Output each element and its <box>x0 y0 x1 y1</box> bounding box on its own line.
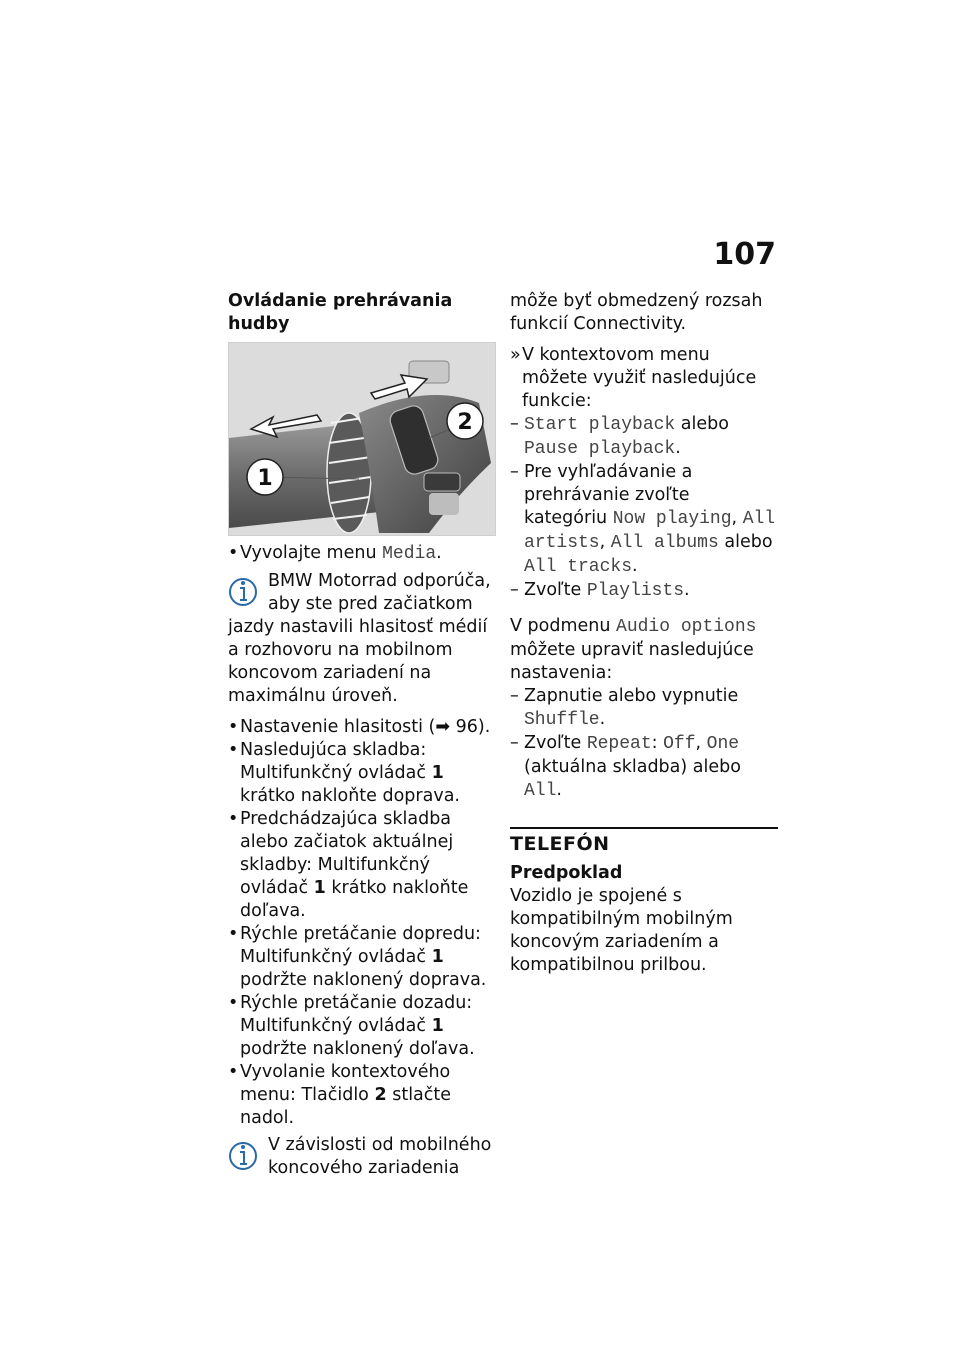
option-code: Repeat <box>586 734 652 754</box>
info-icon <box>228 1136 258 1172</box>
list-item <box>228 992 496 1061</box>
text: krátko nakloňte doprava. <box>240 786 460 806</box>
text: Rýchle pretáčanie dopredu: Multifunkčný ovládač <box>240 924 481 967</box>
info-note <box>228 570 496 708</box>
callout-ref: 1 <box>431 763 444 783</box>
list-item <box>228 1061 496 1130</box>
callout-2: 2 <box>457 410 473 435</box>
option-code: All tracks <box>524 557 633 577</box>
text: Zvoľte <box>524 580 587 600</box>
paragraph: môže byť obmedzený rozsah funkcií Connectivity. <box>510 291 763 334</box>
text: môžete upraviť nasledujúce nastavenia: <box>510 640 754 683</box>
text: , <box>599 532 611 552</box>
callout-ref: 1 <box>313 878 326 898</box>
text: . <box>675 438 681 458</box>
page-number: 107 <box>713 237 776 272</box>
text: Nastavenie hlasitosti ( <box>240 717 436 737</box>
text: . <box>632 556 638 576</box>
list-item <box>228 923 496 992</box>
note-line: koncového zariadenia <box>268 1158 460 1178</box>
list-item <box>228 542 496 566</box>
option-code: All albums <box>610 533 719 553</box>
info-note <box>228 1134 496 1180</box>
callout-ref: 1 <box>431 1016 444 1036</box>
list-item <box>228 716 496 739</box>
section-divider <box>510 827 778 829</box>
option-item <box>510 685 778 732</box>
text: Pre vyhľadávanie a prehrávanie zvoľte kategóriu <box>524 462 693 528</box>
text: alebo <box>718 532 773 552</box>
text: Rýchle pretáčanie dozadu: Multifunkčný ovládač <box>240 993 473 1036</box>
option-code: All <box>524 781 557 801</box>
page-ref[interactable]: 96). <box>450 717 491 737</box>
page-ref-arrow-icon: ➡ <box>435 717 451 737</box>
note-line: aby ste pred začiatkom <box>268 594 473 614</box>
submenu-name: Audio options <box>616 617 757 637</box>
handlebar-drawing <box>229 343 495 535</box>
text: Vyvolanie kontextového menu: Tlačidlo <box>240 1062 451 1105</box>
text: , <box>695 733 707 753</box>
option-code: Shuffle <box>524 710 600 730</box>
option-code: Pause playback <box>524 439 676 459</box>
option-item <box>510 413 778 461</box>
option-code: Off <box>663 734 696 754</box>
list-item <box>228 739 496 808</box>
instruction-step: » V kontextovom menu môžete využiť nasledujúce funkcie: <box>510 344 778 413</box>
option-item <box>510 461 778 579</box>
text: Predchádzajúca skladba alebo začiatok aktuálnej skladby: Multifunkčný ovládač <box>240 809 454 898</box>
paragraph <box>510 615 778 685</box>
note-text: jazdy nastavili hlasitosť médií a rozhovoru na mobilnom koncovom zariadení na maximálnu úroveň. <box>228 617 488 706</box>
text: Zapnutie alebo vypnutie <box>524 686 739 706</box>
callout-ref: 2 <box>374 1085 387 1105</box>
callout-ref: 1 <box>431 947 444 967</box>
text: : <box>651 733 664 753</box>
text: V podmenu <box>510 616 617 636</box>
text: . <box>684 580 690 600</box>
info-icon <box>228 572 258 608</box>
menu-name: Media <box>382 544 437 564</box>
subheading: Predpoklad <box>510 863 623 883</box>
option-code: Playlists <box>586 581 685 601</box>
note-line: V závislosti od mobilného <box>268 1135 492 1155</box>
text: . <box>599 709 606 729</box>
section-heading: Ovládanie prehrávania hudby <box>228 291 453 334</box>
text: . <box>556 780 562 800</box>
text: Vyvolajte menu <box>240 543 383 563</box>
text: krátko nakloňte doľava. <box>240 878 469 921</box>
option-code: One <box>706 734 740 754</box>
text: alebo <box>675 414 729 434</box>
callout-1: 1 <box>257 466 273 491</box>
option-code: All artists <box>524 509 776 553</box>
text: . <box>436 543 442 563</box>
text: stlačte nadol. <box>240 1085 452 1128</box>
list-item <box>228 808 496 923</box>
text: , <box>731 508 743 528</box>
handlebar-illustration <box>228 342 496 536</box>
section-title: TELEFÓN <box>510 833 610 855</box>
note-line: BMW Motorrad odporúča, <box>268 571 491 591</box>
option-code: Now playing <box>612 509 732 529</box>
left-column <box>228 290 496 1188</box>
option-item <box>510 579 778 603</box>
text: podržte naklonený doľava. <box>240 1039 475 1059</box>
text: Nasledujúca skladba: Multifunkčný ovládač <box>240 740 432 783</box>
option-item <box>510 732 778 803</box>
text: Zvoľte <box>524 733 587 753</box>
text: podržte naklonený doprava. <box>240 970 487 990</box>
text: (aktuálna skladba) alebo <box>524 757 741 777</box>
paragraph: Vozidlo je spojené s kompatibilným mobilným koncovým zariadením a kompatibilnou prilbou. <box>510 886 733 975</box>
right-column <box>510 290 778 977</box>
option-code: Start playback <box>524 415 676 435</box>
